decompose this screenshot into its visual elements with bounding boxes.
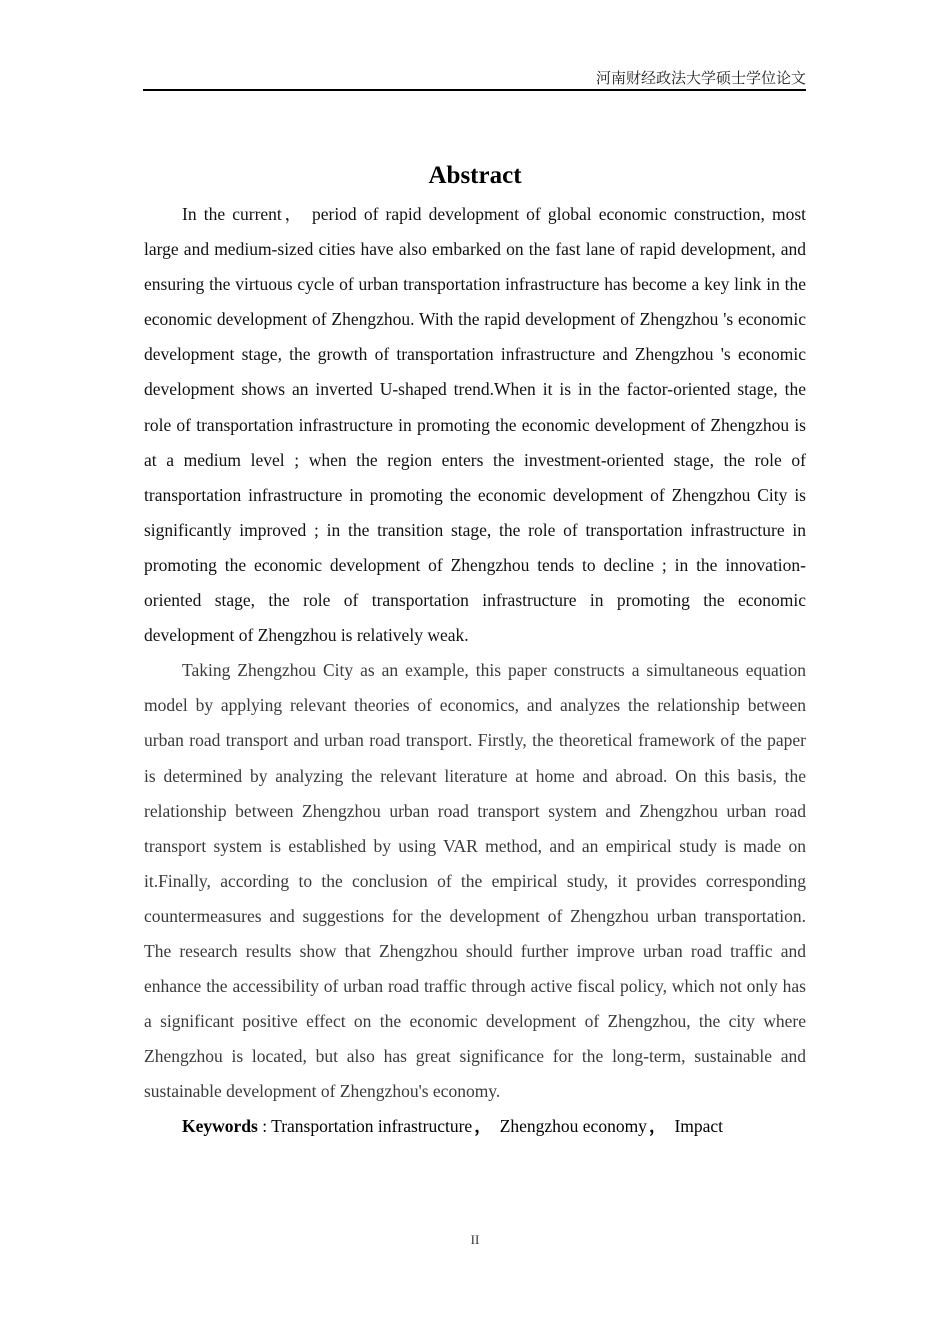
keywords-colon: : — [262, 1116, 268, 1137]
keywords-label: Keywords — [182, 1116, 258, 1137]
page-number: II — [470, 1232, 480, 1247]
abstract-paragraph-2: Taking Zhengzhou City as an example, this paper constructs a simultaneous equation model by applying relevant theories of economics, and analyzes the relationship between urban road transport and urban road transport. Firstly, the theoretical framework of the paper is determined by analyzing the relevant literature at home and abroad. On this basis, the relationship between Zhengzhou urban road transport system and Zhengzhou urban road transport system is established by using VAR method, and an empirical study is made on it.Finally, according to the conclusion of the empirical study, it provides corresponding countermeasures and suggestions for the development of Zhengzhou urban transportation. The research results show that Zhengzhou should further improve urban road traffic and enhance the accessibility of urban road traffic through active fiscal policy, which not only has a significant positive effect on the economic development of Zhengzhou, the city where Zhengzhou is located, but also has great significance for the long-term, sustainable and sustainable development of Zhengzhou's economy. — [144, 660, 806, 1102]
keyword-separator: ， — [648, 1116, 667, 1137]
keyword-item: Impact — [674, 1116, 724, 1137]
abstract-paragraph-1: In the current， period of rapid development of global economic construction, most large and medium-sized cities have also embarked on the fast lane of rapid development, and ensuring the virtuous cycle of urban transportation infrastructure has become a key link in the economic development of Zhengzhou. With the rapid development of Zhengzhou 's economic development stage, the growth of transportation infrastructure and Zhengzhou 's economic development shows an inverted U-shaped trend.When it is in the factor-oriented stage, the role of transportation infrastructure in promoting the economic development of Zhengzhou is at a medium level ; when the region enters the investment-oriented stage, the role of transportation infrastructure in promoting the economic development of Zhengzhou City is significantly improved ; in the transition stage, the role of transportation infrastructure in promoting the economic development of Zhengzhou tends to decline ; in the innovation-oriented stage, the role of transportation infrastructure in promoting the economic development of Zhengzhou is relatively weak. — [144, 204, 806, 646]
abstract-title: Abstract — [428, 162, 522, 189]
running-header — [143, 68, 806, 91]
keyword-separator: ， — [474, 1116, 492, 1137]
abstract-section — [144, 158, 806, 1145]
running-header-title: 河南财经政法大学硕士学位论文 — [595, 69, 806, 87]
keywords-line — [144, 1109, 806, 1144]
keyword-item: Transportation infrastructure — [271, 1116, 473, 1137]
keyword-item: Zhengzhou economy — [499, 1116, 647, 1137]
